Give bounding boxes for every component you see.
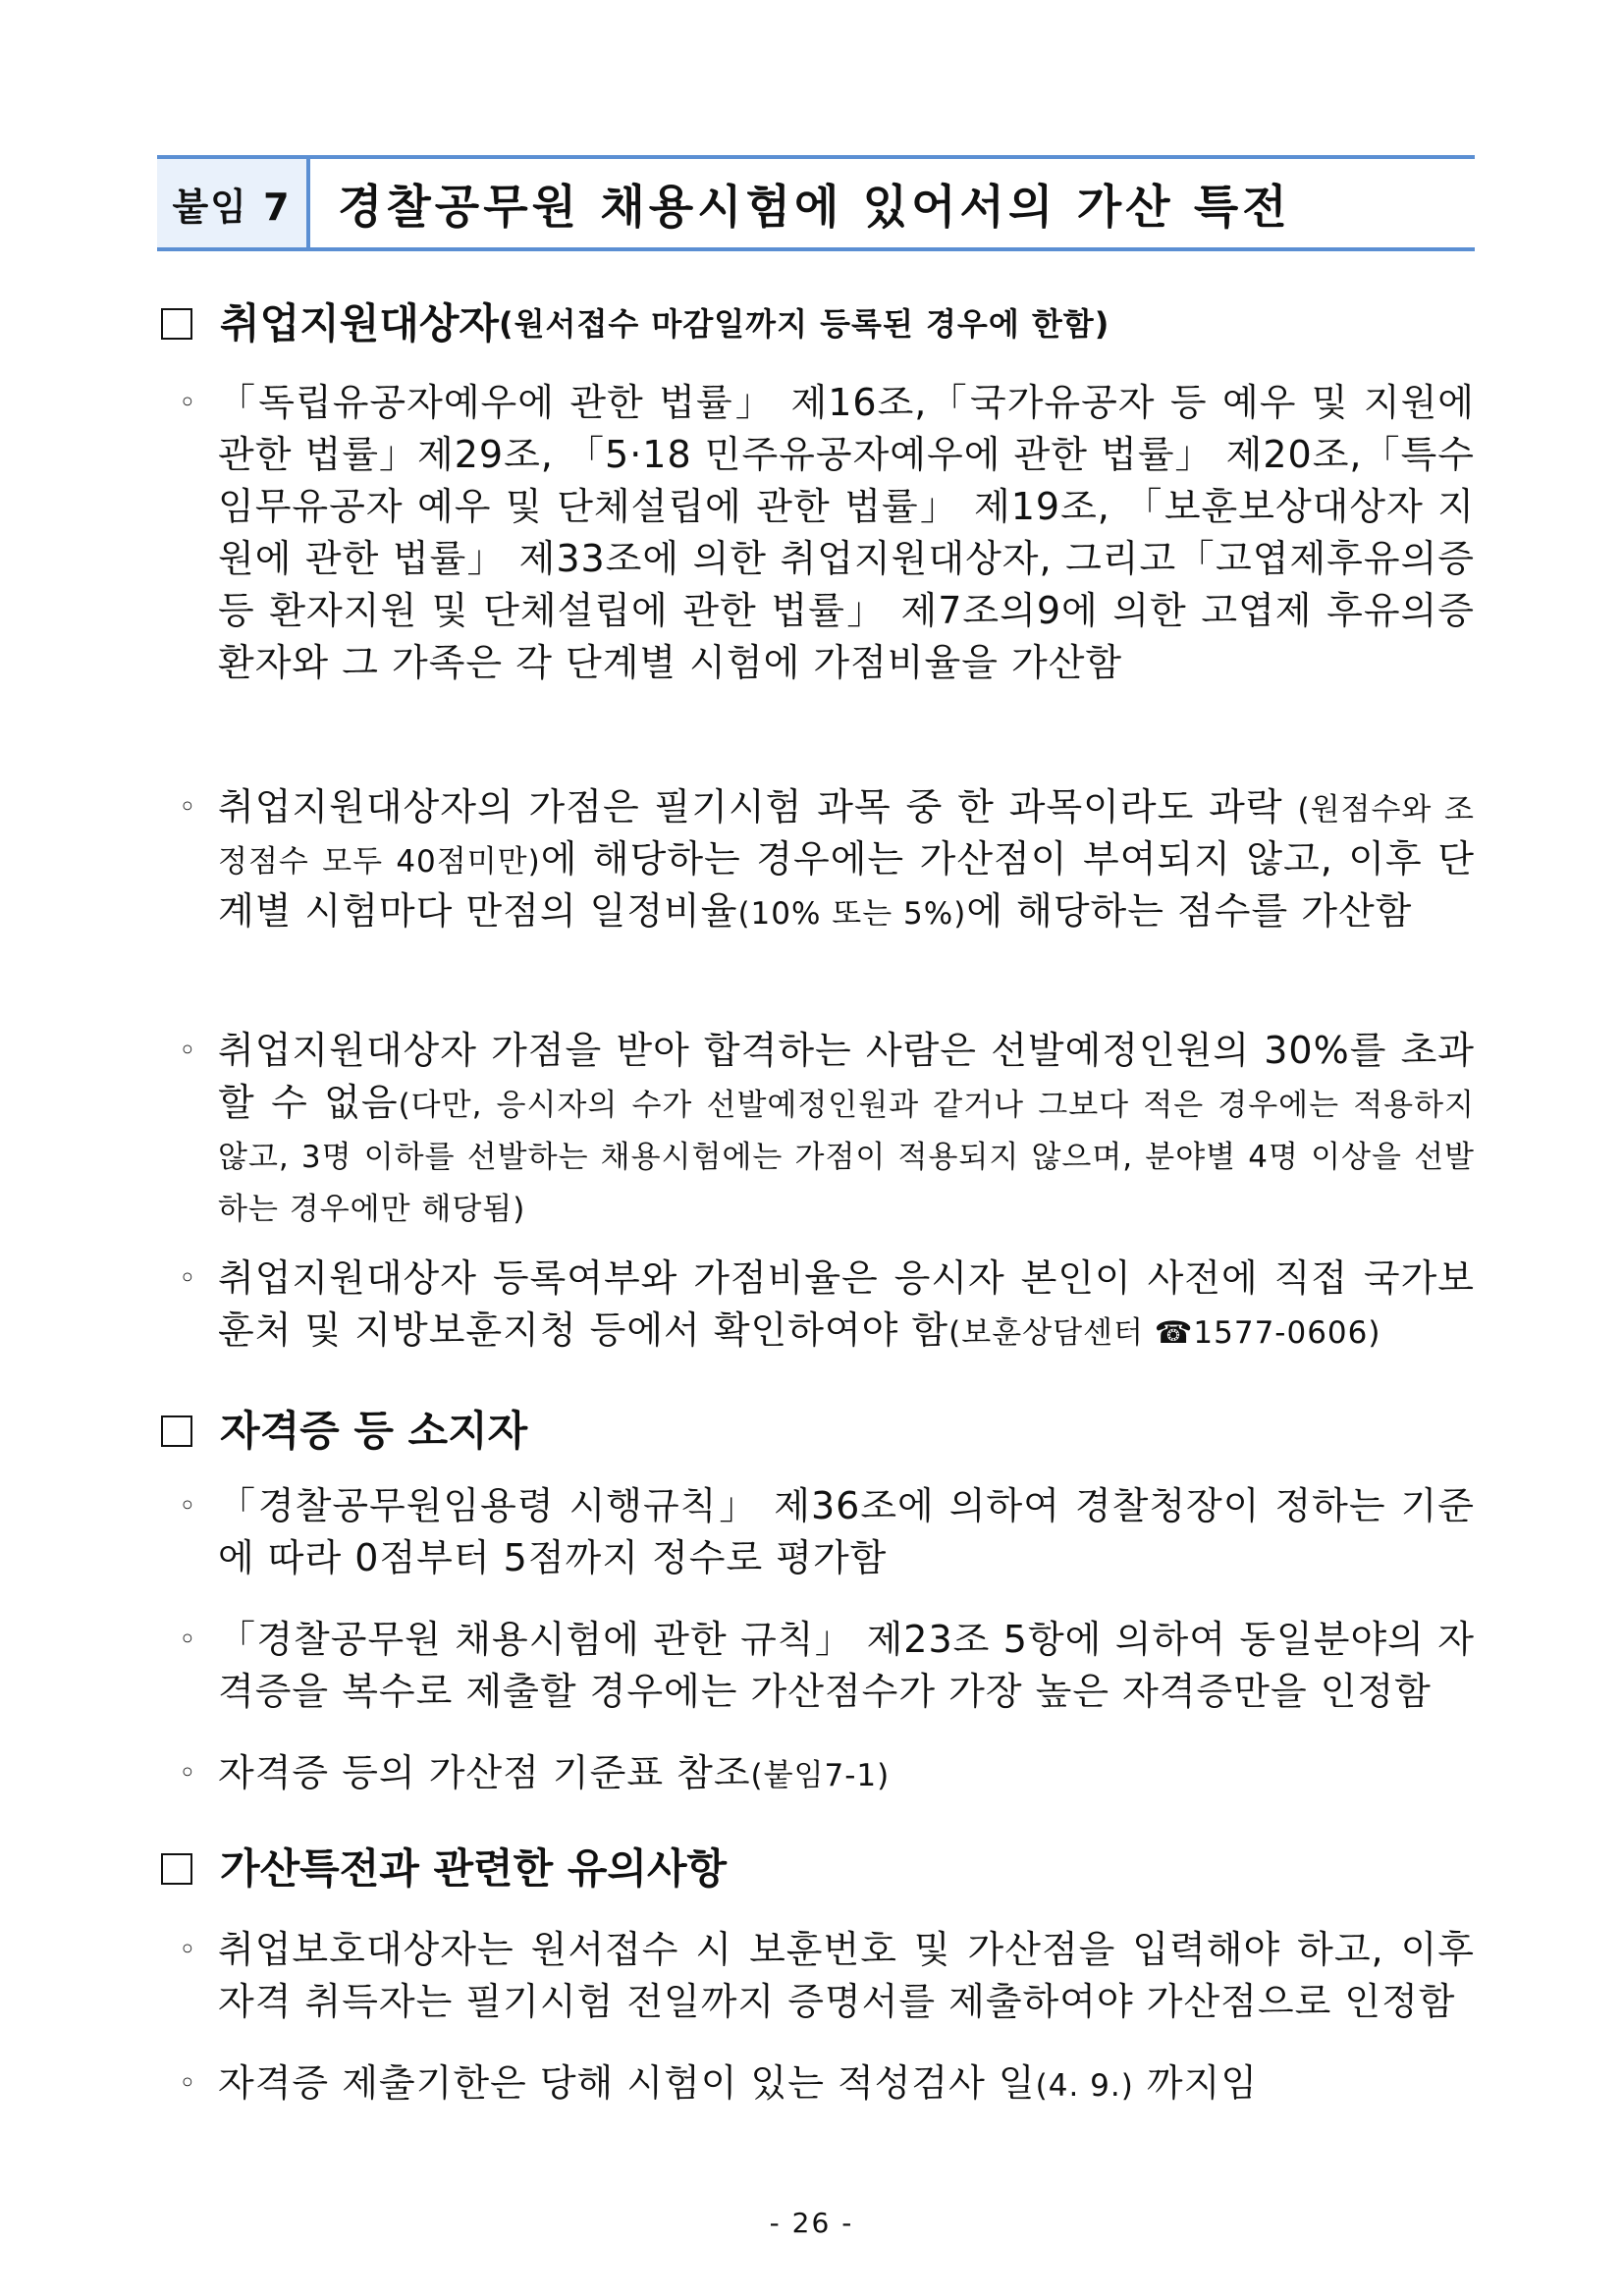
appendix-title: 경찰공무원 채용시험에 있어서의 가산 특전	[338, 180, 1291, 235]
item-note: (원점수와 조정점수 모두 40점미만)	[218, 792, 1475, 880]
bullet-icon: ◦	[179, 1034, 197, 1068]
bullet-icon: ◦	[179, 790, 197, 825]
item-text: 취업지원대상자 등록여부와 가점비율은 응시자 본인이 사전에 직접 국가보훈처 및 지방보훈지청 등에서 확인하여야 함	[218, 1256, 1475, 1352]
item-text: 자격증 제출기한은 당해 시험이 있는 적성검사 일	[218, 2061, 1036, 2105]
list-item	[157, 2057, 1475, 2109]
section-title: 취업지원대상자	[220, 299, 500, 347]
item-text: 취업지원대상자 가점을 받아 합격하는 사람은 선발예정인원의 30%를 초과할 수 없음	[218, 1029, 1475, 1124]
item-text: 취업지원대상자의 가점은 필기시험 과목 중 한 과목이라도 과락	[218, 785, 1283, 828]
item-text: 취업보호대상자는 원서접수 시 보훈번호 및 가산점을 입력해야 하고, 이후 자격 취득자는 필기시험 전일까지 증명서를 제출하여야 가산점으로 인정함	[218, 1928, 1475, 2023]
item-text: 「경찰공무원 채용시험에 관한 규칙」 제23조 5항에 의하여 동일분야의 자격증을 복수로 제출할 경우에는 가산점수가 가장 높은 자격증만을 인정함	[218, 1618, 1475, 1713]
item-text: 에 해당하는 경우에는 가산점이 부여되지 않고, 이후 단계별 시험마다 만점의 일정비율	[218, 837, 1475, 933]
page-number: - 26 -	[769, 2207, 854, 2239]
list-item	[157, 1924, 1475, 2028]
list-item	[157, 377, 1475, 689]
checkbox-icon	[161, 1853, 192, 1885]
bullet-icon: ◦	[179, 386, 197, 420]
bullet-icon: ◦	[179, 1623, 197, 1657]
section-heading	[157, 294, 1475, 353]
item-text: 자격증 등의 가산점 기준표 참조	[218, 1751, 751, 1794]
list-item	[157, 1747, 1475, 1799]
item-note: (다만, 응시자의 수가 선발예정인원과 같거나 그보다 적은 경우에는 적용하지 않고, 3명 이하를 선발하는 채용시험에는 가점이 적용되지 않으며, 분야별 4명 이상을 선발하는 경우에만 해당됨)	[218, 1088, 1475, 1227]
item-text: 까지임	[1133, 2061, 1259, 2105]
item-note: (10% 또는 5%)	[737, 896, 967, 932]
section-heading	[157, 1840, 1475, 1898]
section-certificate-holders	[157, 1402, 1475, 1461]
list-item	[157, 1614, 1475, 1718]
bullet-icon: ◦	[179, 2066, 197, 2101]
bullet-icon: ◦	[179, 1489, 197, 1523]
item-text: 에 해당하는 점수를 가산함	[966, 889, 1413, 933]
section-note: (원서접수 마감일까지 등록된 경우에 한함)	[499, 305, 1110, 343]
list-item	[157, 1480, 1475, 1584]
item-text: 「경찰공무원임용령 시행규칙」 제36조에 의하여 경찰청장이 정하는 기준에 따라 0점부터 5점까지 정수로 평가함	[218, 1484, 1475, 1579]
item-note: (보훈상담센터 ☎1577-0606)	[948, 1315, 1381, 1351]
section-precautions	[157, 1840, 1475, 1898]
bullet-icon: ◦	[179, 1756, 197, 1790]
appendix-tag: 붙임 7	[157, 159, 310, 247]
section-employment-support	[157, 294, 1475, 353]
list-item	[157, 781, 1475, 937]
item-note: (붙임7-1)	[750, 1758, 891, 1793]
checkbox-icon	[161, 1415, 192, 1447]
bullet-icon: ◦	[179, 1933, 197, 1967]
appendix-header	[157, 155, 1475, 251]
item-text: 「독립유공자예우에 관한 법률」 제16조,「국가유공자 등 예우 및 지원에 관한 법률」제29조, 「5·18 민주유공자예우에 관한 법률」 제20조,「특수임무유공자 예우 및 단체설립에 관한 법률」 제19조, 「보훈보상대상자 지원에 관한 법률」 제33조에 의한 취업지원대상자, 그리고「고엽제후유의증 등 환자지원 및 단체설립에 관한 법률」 제7조의9에 의한 고엽제 후유의증 환자와 그 가족은 각 단계별 시험에 가점비율을 가산함	[218, 381, 1475, 684]
list-item	[157, 1253, 1475, 1357]
item-note: (4. 9.)	[1035, 2068, 1134, 2104]
section-title: 가산특전과 관련한 유의사항	[220, 1844, 728, 1893]
bullet-icon: ◦	[179, 1261, 197, 1296]
section-title: 자격증 등 소지자	[220, 1407, 528, 1455]
list-item	[157, 1025, 1475, 1233]
checkbox-icon	[161, 308, 192, 340]
section-heading	[157, 1402, 1475, 1461]
